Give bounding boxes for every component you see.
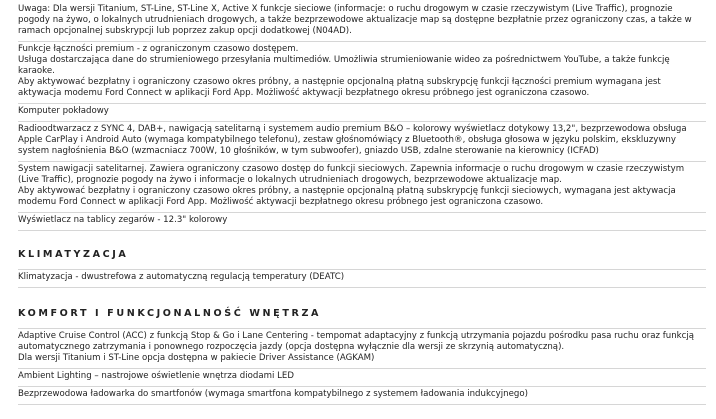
list-item: [18, 369, 706, 387]
list-item: [18, 213, 706, 231]
list-item: [18, 0, 706, 42]
list-item: [18, 104, 706, 122]
list-item: [18, 329, 706, 369]
item-text: Adaptive Cruise Control (ACC) z funkcją Stop & Go i Lane Centering - tempomat adaptacyjny z funkcją utrzymania pojazdu pośrodku pasa ruchu oraz funkcją automatycznego zatrzymania i ponownego rozpoczęcia jazdy (opcja dostępna wyłącznie dla wersji ze skrzynią automatyczną). Dla wersji Titanium i ST-Line opcja dostępna w pakiecie Driver Assistance (AGKAM): [18, 331, 695, 363]
item-text: Uwaga: Dla wersji Titanium, ST-Line, ST-Line X, Active X funkcje sieciowe (informacje: o ruchu drogowym w czasie rzeczywistym (Live Traffic), prognozie pogody na żywo, o lokalnych utrudnieniach drogowych, a także bezprzewodowe aktualizacje map są dostępne bezpłatnie przez ograniczony czas, a także w ramach opcjonalnej subskrypcji lub poprzez zakup opcji dodatkowej (N04AD).: [18, 4, 692, 36]
list-item: [18, 42, 706, 104]
item-text: Klimatyzacja - dwustrefowa z automatyczną regulacją temperatury (DEATC): [18, 272, 345, 282]
list-item: [18, 387, 706, 405]
list-item: [18, 270, 706, 288]
item-text: Ambient Lighting – nastrojowe oświetlenie wnętrza diodami LED: [18, 371, 294, 381]
item-text: Wyświetlacz na tablicy zegarów - 12.3" kolorowy: [18, 215, 228, 225]
section-heading-klimatyzacja: KLIMATYZACJA: [18, 231, 706, 270]
item-text: Funkcje łączności premium - z ograniczonym czasowo dostępem. Usługa dostarczająca dane do strumieniowego przesyłania multimediów. Umożliwia strumieniowanie wideo za pośrednictwem YouTube, a także funkcję karaoke. Aby aktywować bezpłatny i ograniczony czasowo okres próbny, a następnie opcjonalną płatną subskrypcję funkcji łączności premium wymagana jest aktywacja modemu Ford Connect w aplikacji Ford App. Możliwość aktywacji bezpłatnego okresu próbnego jest ograniczona czasowo.: [18, 44, 670, 98]
item-text: System nawigacji satelitarnej. Zawiera ograniczony czasowo dostęp do funkcji sieciowych. Zapewnia informacje o ruchu drogowym w czasie rzeczywistym (Live Traffic), prognozie pogody na żywo i informacje o lokalnych utrudnieniach drogowych, bezprzewodowe aktualizacje map. Aby aktywować bezpłatny i ograniczony czasowo okres próbny, a następnie opcjonalną płatną subskrypcję funkcji sieciowych, wymagana jest aktywacja modemu Ford Connect w aplikacji Ford App. Możliwość aktywacji bezpłatnego okresu próbnego jest ograniczona czasowo.: [18, 164, 685, 207]
list-item: [18, 162, 706, 213]
list-item: [18, 122, 706, 162]
item-text: Bezprzewodowa ładowarka do smartfonów (wymaga smartfona kompatybilnego z systemem ładowania indukcyjnego): [18, 389, 528, 399]
item-text: Radioodtwarzacz z SYNC 4, DAB+, nawigacją satelitarną i systemem audio premium B&O – kolorowy wyświetlacz dotykowy 13,2", bezprzewodowa obsługa Apple CarPlay i Android Auto (wymaga kompatybilnego telefonu), zestaw głośnomówiący z Bluetooth®, obsługa głosowa w języku polskim, ekskluzywny system nagłośnienia B&O (wzmacniacz 700W, 10 głośników, w tym subwoofer), gniazdo USB, zdalne sterowanie na kierownicy (ICFAD): [18, 124, 687, 156]
item-text: Komputer pokładowy: [18, 106, 109, 116]
section-heading-komfort: KOMFORT I FUNKCJONALNOŚĆ WNĘTRZA: [18, 288, 706, 329]
